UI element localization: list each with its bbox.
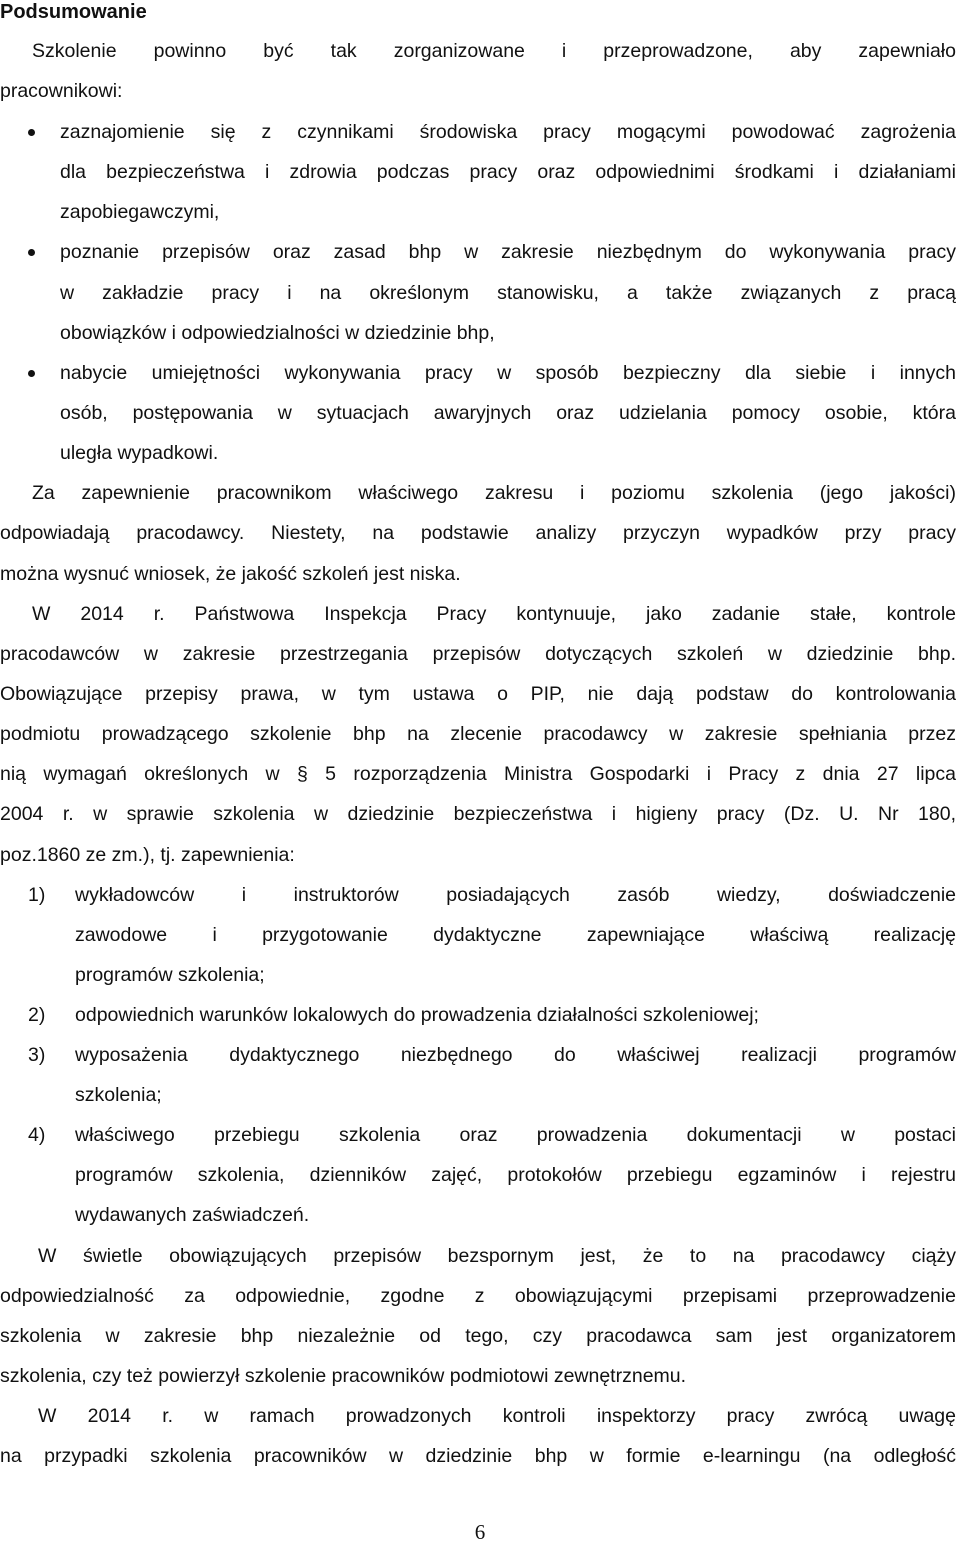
bullet-3-line-2: osób, postępowania w sytuacjach awaryjnych oraz udzielania pomocy osobie, która [60,402,956,424]
bullet-3-line-1: nabycie umiejętności wykonywania pracy w sposób bezpieczny dla siebie i innych [60,362,956,384]
para-2-line-7: poz.1860 ze zm.), tj. zapewnienia: [0,844,295,866]
numbered-3-line-1: wyposażenia dydaktycznego niezbędnego do właściwej realizacji programów [75,1044,956,1066]
bullet-1-line-3: zapobiegawczymi, [60,201,220,223]
list-number: 2) [28,1004,46,1026]
para-2-line-5: nią wymagań określonych w § 5 rozporządzenia Ministra Gospodarki i Pracy z dnia 27 lipca [0,763,956,785]
numbered-3-line-2: szkolenia; [75,1084,162,1106]
intro-line-2: pracownikowi: [0,80,123,102]
list-number: 4) [28,1124,46,1146]
para-3-line-3: szkolenia w zakresie bhp niezależnie od tego, czy pracodawca sam jest organizatorem [0,1325,956,1347]
numbered-2-line-1: odpowiednich warunków lokalowych do prowadzenia działalności szkoleniowej; [75,1004,759,1026]
section-heading: Podsumowanie [0,1,147,23]
intro-line-1: Szkolenie powinno być tak zorganizowane i przeprowadzone, aby zapewniało [32,40,956,62]
bullet-3-line-3: uległa wypadkowi. [60,442,219,464]
list-number: 3) [28,1044,46,1066]
numbered-1-line-1: wykładowców i instruktorów posiadających zasób wiedzy, doświadczenie [75,884,956,906]
numbered-4-line-2: programów szkolenia, dzienników zajęć, protokołów przebiegu egzaminów i rejestru [75,1164,956,1186]
para-3-line-2: odpowiedzialność za odpowiednie, zgodne z obowiązującymi przepisami przeprowadzenie [0,1285,956,1307]
numbered-4-line-3: wydawanych zaświadczeń. [75,1204,310,1226]
bullet-2-line-3: obowiązków i odpowiedzialności w dziedzinie bhp, [60,322,495,344]
para-4-line-1: W 2014 r. w ramach prowadzonych kontroli inspektorzy pracy zwrócą uwagę [38,1405,956,1427]
bullet-dot [28,129,35,136]
numbered-1-line-3: programów szkolenia; [75,964,265,986]
para-2-line-6: 2004 r. w sprawie szkolenia w dziedzinie bezpieczeństwa i higieny pracy (Dz. U. Nr 180, [0,803,956,825]
para-3-line-4: szkolenia, czy też powierzył szkolenie pracowników podmiotowi zewnętrznemu. [0,1365,687,1387]
para-4-line-2: na przypadki szkolenia pracowników w dziedzinie bhp w formie e-learningu (na odległość [0,1445,956,1467]
para-1-line-3: można wysnuć wniosek, że jakość szkoleń jest niska. [0,563,461,585]
bullet-dot [28,370,35,377]
page-number: 6 [474,1520,486,1544]
para-1-line-1: Za zapewnienie pracownikom właściwego zakresu i poziomu szkolenia (jego jakości) [32,482,956,504]
numbered-1-line-2: zawodowe i przygotowanie dydaktyczne zapewniające właściwą realizację [75,924,956,946]
bullet-2-line-1: poznanie przepisów oraz zasad bhp w zakresie niezbędnym do wykonywania pracy [60,241,956,263]
para-1-line-2: odpowiadają pracodawcy. Niestety, na podstawie analizy przyczyn wypadków przy pracy [0,522,956,544]
bullet-1-line-2: dla bezpieczeństwa i zdrowia podczas pracy oraz odpowiednimi środkami i działaniami [60,161,956,183]
numbered-4-line-1: właściwego przebiegu szkolenia oraz prowadzenia dokumentacji w postaci [75,1124,956,1146]
list-number: 1) [28,884,46,906]
para-2-line-3: Obowiązujące przepisy prawa, w tym ustawa o PIP, nie dają podstaw do kontrolowania [0,683,956,705]
para-2-line-1: W 2014 r. Państwowa Inspekcja Pracy kontynuuje, jako zadanie stałe, kontrole [32,603,956,625]
para-2-line-4: podmiotu prowadzącego szkolenie bhp na zlecenie pracodawcy w zakresie spełniania przez [0,723,956,745]
bullet-dot [28,249,35,256]
bullet-2-line-2: w zakładzie pracy i na określonym stanowisku, a także związanych z pracą [60,282,956,304]
bullet-1-line-1: zaznajomienie się z czynnikami środowiska pracy mogącymi powodować zagrożenia [60,121,956,143]
para-3-line-1: W świetle obowiązujących przepisów bezspornym jest, że to na pracodawcy ciąży [38,1245,956,1267]
para-2-line-2: pracodawców w zakresie przestrzegania przepisów dotyczących szkoleń w dziedzinie bhp. [0,643,956,665]
